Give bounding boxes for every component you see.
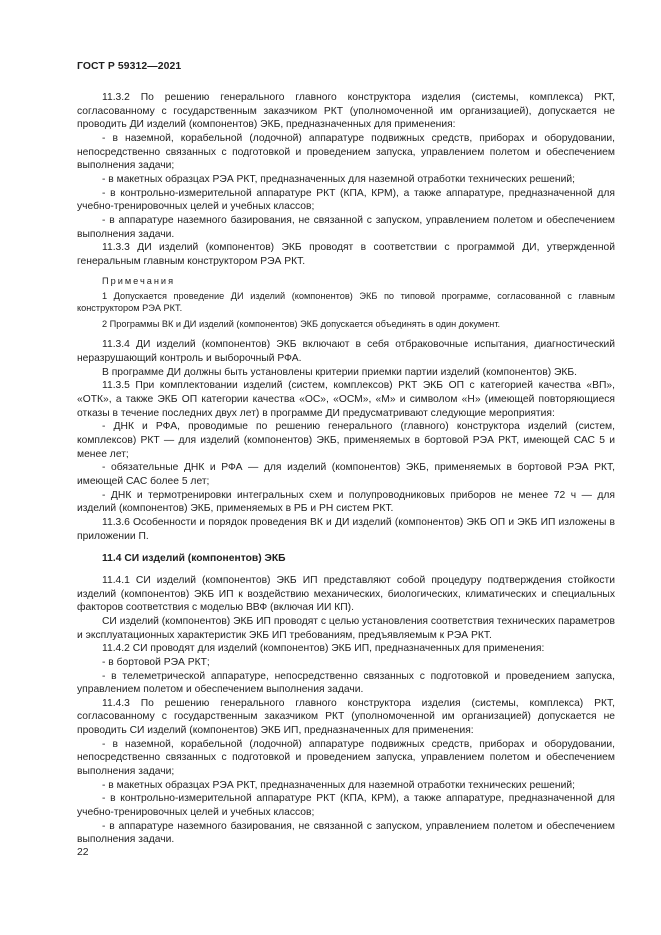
paragraph: В программе ДИ должны быть установлены критерии приемки партии изделий (компонентов) ЭКБ.	[102, 366, 578, 378]
list-item: - ДНК и РФА, проводимые по решению генерального (главного) конструктора изделий (систем, комплексов) РКТ — для изделий (компонентов) ЭКБ, применяемых в бортовой РЭА РКТ, имеющей САС 5 и менее лет;	[77, 421, 615, 460]
list-item: - ДНК и термотренировки интегральных схем и полупроводниковых приборов не менее 72 ч — для изделий (компонентов) ЭКБ, применяемых в РБ и РН систем РКТ.	[77, 489, 615, 515]
list-item: - в аппаратуре наземного базирования, не связанной с запуском, управлением полетом и обеспечением выполнения задачи.	[77, 820, 615, 846]
paragraph-11-3-5: 11.3.5 При комплектовании изделий (систем, комплексов) РКТ ЭКБ ОП с категорией качества «ВП», «ОТК», а также ЭКБ ОП категории качества «ОС», «ОСМ», «М» и символом «Н» (имеющей повторяющиеся отказы в течение последних двух лет) в программе ДИ предусматривают следующие мероприятия:	[77, 380, 615, 419]
paragraph-11-3-6: 11.3.6 Особенности и порядок проведения ВК и ДИ изделий (компонентов) ЭКБ ОП и ЭКБ ИП изложены в приложении П.	[77, 516, 615, 542]
list-item: - в бортовой РЭА РКТ;	[102, 656, 210, 668]
paragraph-11-4-3: 11.4.3 По решению генерального главного конструктора изделия (системы, комплекса) РКТ, согласованному с государственным заказчиком РКТ (уполномоченной им организацией) допускается не проводить СИ изделий (компонентов) ЭКБ ИП, предназначенных для применения:	[77, 697, 615, 737]
paragraph: СИ изделий (компонентов) ЭКБ ИП проводят с целью установления соответствия технических параметров и эксплуатационных характеристик ЭКБ ИП требованиям, предъявляемым к РЭА РКТ.	[77, 615, 615, 641]
list-item: - в аппаратуре наземного базирования, не связанной с запуском, управлением полетом и обеспечением выполнения задачи.	[77, 214, 615, 240]
list-item: - обязательные ДНК и РФА — для изделий (компонентов) ЭКБ, применяемых в бортовой РЭА РКТ, имеющей САС более 5 лет;	[77, 462, 615, 487]
page-number: 22	[77, 847, 89, 858]
note-item: 2 Программы ВК и ДИ изделий (компонентов) ЭКБ допускается объединять в один документ.	[102, 319, 501, 330]
list-item: - в наземной, корабельной (лодочной) аппаратуре подвижных средств, приборах и оборудовании, непосредственно связанных с подготовкой и проведением запуска, управлением полетом и обеспечением выполнения задачи;	[77, 132, 615, 172]
paragraph-11-3-4: 11.3.4 ДИ изделий (компонентов) ЭКБ включают в себя отбраковочные испытания, диагностический неразрушающий контроль и выборочный РФА.	[77, 339, 615, 365]
list-item: - в телеметрической аппаратуре, непосредственно связанных с подготовкой и проведением запуска, управлением полетом и обеспечением выполнения задачи.	[77, 670, 615, 696]
list-item: - в наземной, корабельной (лодочной) аппаратуре подвижных средств, приборах и оборудовании, непосредственно связанных с подготовкой и проведением запуска, управлением полетом и обеспечением выполнения задачи;	[77, 738, 615, 778]
notes-title: Примечания	[102, 275, 176, 286]
list-item: - в контрольно-измерительной аппаратуре РКТ (КПА, КРМ), а также аппаратуре, предназначенной для учебно-тренировочных целей и учебных классов;	[77, 187, 615, 213]
standard-header: ГОСТ Р 59312—2021	[77, 61, 182, 72]
paragraph-11-4-1: 11.4.1 СИ изделий (компонентов) ЭКБ ИП представляют собой процедуру подтверждения стойкости изделий (компонентов) ЭКБ ИП к воздействию механических, биологических, климатических и специальных факторов соответствия с моделью ВВФ (включая ИИ КП).	[77, 574, 615, 614]
list-item: - в макетных образцах РЭА РКТ, предназначенных для наземной отработки технических решений;	[102, 779, 575, 791]
section-title-11-4: 11.4 СИ изделий (компонентов) ЭКБ	[102, 553, 286, 565]
list-item: - в макетных образцах РЭА РКТ, предназначенных для наземной отработки технических решений;	[102, 173, 575, 185]
paragraph-11-3-3: 11.3.3 ДИ изделий (компонентов) ЭКБ проводят в соответствии с программой ДИ, утвержденной генеральным главным конструктором РЭА РКТ.	[77, 242, 615, 267]
note-item: 1 Допускается проведение ДИ изделий (компонентов) ЭКБ по типовой программе, согласованной с главным конструктором РЭА РКТ.	[77, 290, 615, 313]
list-item: - в контрольно-измерительной аппаратуре РКТ (КПА, КРМ), а также аппаратуре, предназначенной для учебно-тренировочных целей и учебных классов;	[77, 793, 615, 819]
page-content	[77, 91, 615, 847]
paragraph-11-3-2: 11.3.2 По решению генерального главного конструктора изделия (системы, комплекса) РКТ, согласованному с государственным заказчиком РКТ (уполномоченной им организацией), допускается не проводить ДИ изделий (компонентов) ЭКБ, предназначенных для применения:	[77, 92, 615, 131]
paragraph-11-4-2: 11.4.2 СИ проводят для изделий (компонентов) ЭКБ ИП, предназначенных для применения:	[102, 643, 545, 655]
